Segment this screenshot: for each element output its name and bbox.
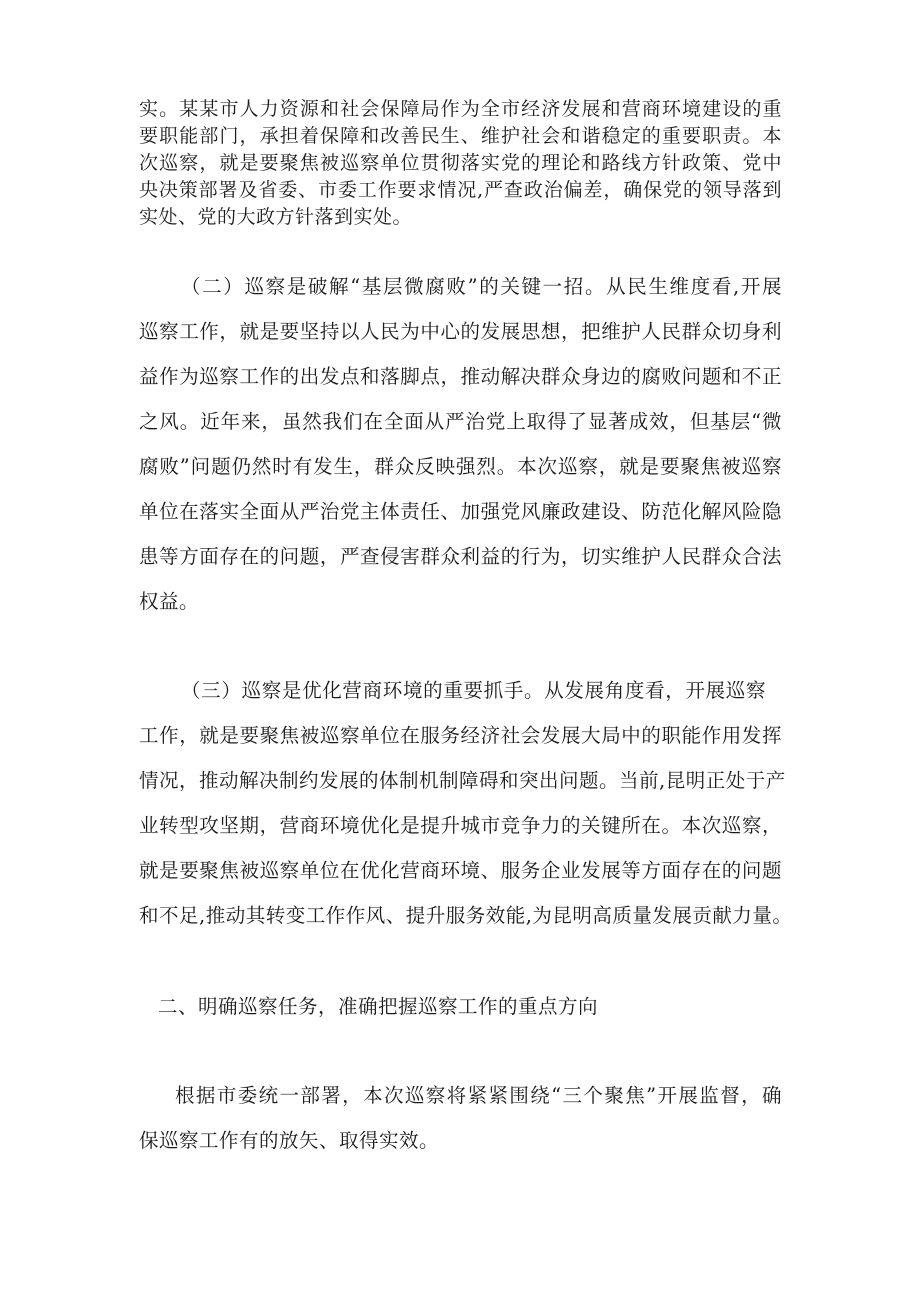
text-line: 要职能部门，承担着保障和改善民生、维护社会和谐稳定的重要职责。本 [139, 125, 782, 147]
text-line: 业转型攻坚期，营商环境优化是提升城市竞争力的关键所在。本次巡察， [139, 814, 782, 837]
text-line: 工作，就是要聚焦被巡察单位在服务经济社会发展大局中的职能作用发挥 [139, 724, 782, 747]
paragraph-continued [139, 96, 782, 231]
text-line: 情况，推动解决制约发展的体制机制障碍和突出问题。当前,昆明正处于产 [139, 769, 786, 792]
text-line: 央决策部署及省委、市委工作要求情况,严查政治偏差，确保党的领导落到 [139, 179, 782, 201]
text-line: 腐败”问题仍然时有发生，群众反映强烈。本次巡察，就是要聚焦被巡察 [139, 455, 782, 478]
text-line: 单位在落实全面从严治党主体责任、加强党风廉政建设、防范化解风险隐 [139, 500, 782, 523]
text-line: 之风。近年来，虽然我们在全面从严治党上取得了显著成效，但基层“微 [139, 410, 782, 433]
text-line: 权益。 [139, 590, 200, 613]
text-line: 和不足,推动其转变工作作风、提升服务效能,为昆明高质量发展贡献力量。 [139, 904, 793, 927]
text-line: （三）巡察是优化营商环境的重要抓手。从发展角度看，开展巡察 [181, 679, 766, 702]
text-line: （二）巡察是破解“基层微腐败”的关键一招。从民生维度看,开展 [181, 275, 782, 298]
heading-text: 二、明确巡察任务，准确把握巡察工作的重点方向 [158, 995, 599, 1018]
text-line: 就是要聚焦被巡察单位在优化营商环境、服务企业发展等方面存在的问题 [139, 859, 782, 882]
text-line: 根据市委统一部署，本次巡察将紧紧围绕“三个聚焦”开展监督，确 [175, 1084, 782, 1107]
text-line: 巡察工作，就是要坚持以人民为中心的发展思想，把维护人民群众切身利 [139, 320, 782, 343]
text-line: 益作为巡察工作的出发点和落脚点，推动解决群众身边的腐败问题和不正 [139, 365, 782, 388]
text-line: 患等方面存在的问题，严查侵害群众利益的行为，切实维护人民群众合法 [139, 545, 782, 568]
text-line: 实处、党的大政方针落到实处。 [139, 206, 413, 228]
text-line: 实。某某市人力资源和社会保障局作为全市经济发展和营商环境建设的重 [139, 98, 782, 120]
paragraph-section-2 [139, 264, 782, 624]
section-heading [139, 984, 782, 1029]
paragraph-section-heading-body [139, 1073, 782, 1163]
text-line: 保巡察工作有的放矢、取得实效。 [139, 1129, 440, 1152]
paragraph-section-3 [139, 668, 793, 938]
text-line: 次巡察，就是要聚焦被巡察单位贯彻落实党的理论和路线方针政策、党中 [139, 152, 782, 174]
